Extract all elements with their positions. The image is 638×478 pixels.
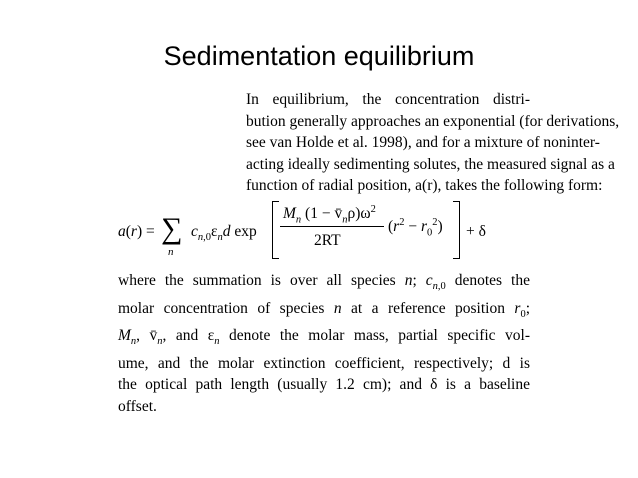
left-bracket [272,201,279,259]
formula-lhs: a(r) = [118,223,155,240]
formula-tail: + δ [466,223,486,240]
definitions-line-6: offset. [118,397,157,415]
intro-line-1: In equilibrium, the concentration distri- [246,91,530,108]
intro-line-3: see van Holde et al. 1998), and for a mixture of noninter- [246,134,600,151]
summation-symbol: ∑ [161,212,183,245]
intro-line-4: acting ideally sedimenting solutes, the measured signal as a [246,155,615,173]
right-bracket [453,201,460,259]
intro-paragraph [118,89,620,197]
sedimentation-equation [118,196,530,262]
definitions-line-4: ume, and the molar extinction coefficient, respectively; d is [118,354,530,372]
definitions-paragraph [118,270,530,417]
fraction-bar [280,226,384,227]
slide-title: Sedimentation equilibrium [163,41,475,71]
definitions-line-2: molar concentration of species n at a reference position $r_0$; [118,299,530,320]
intro-line-2: bution generally approaches an exponential (for derivations, [246,112,620,130]
definitions-line-1: where the summation is over all species n; $c_{n,0}$ denotes the [118,272,530,293]
formula-denominator: 2RT [314,232,341,249]
definitions-line-3: $M_n$, $v̄_n$, and $\varepsilon_n$ denote the molar mass, partial specific vol- [118,327,531,348]
intro-line-5: function of radial position, a(r), takes the following form: [246,177,603,194]
definitions-line-5: the optical path length (usually 1.2 cm); and δ is a baseline [118,376,530,394]
formula-terms: $c_{n,0}\varepsilon_nd$ exp [191,223,257,244]
formula-numerator: $M_n$ $(1 - v̄_n\rho)\omega^2$ [283,204,376,226]
summation-index: n [168,246,174,258]
formula-radial-term: $(r^2 - r_0^2)$ [388,217,443,239]
